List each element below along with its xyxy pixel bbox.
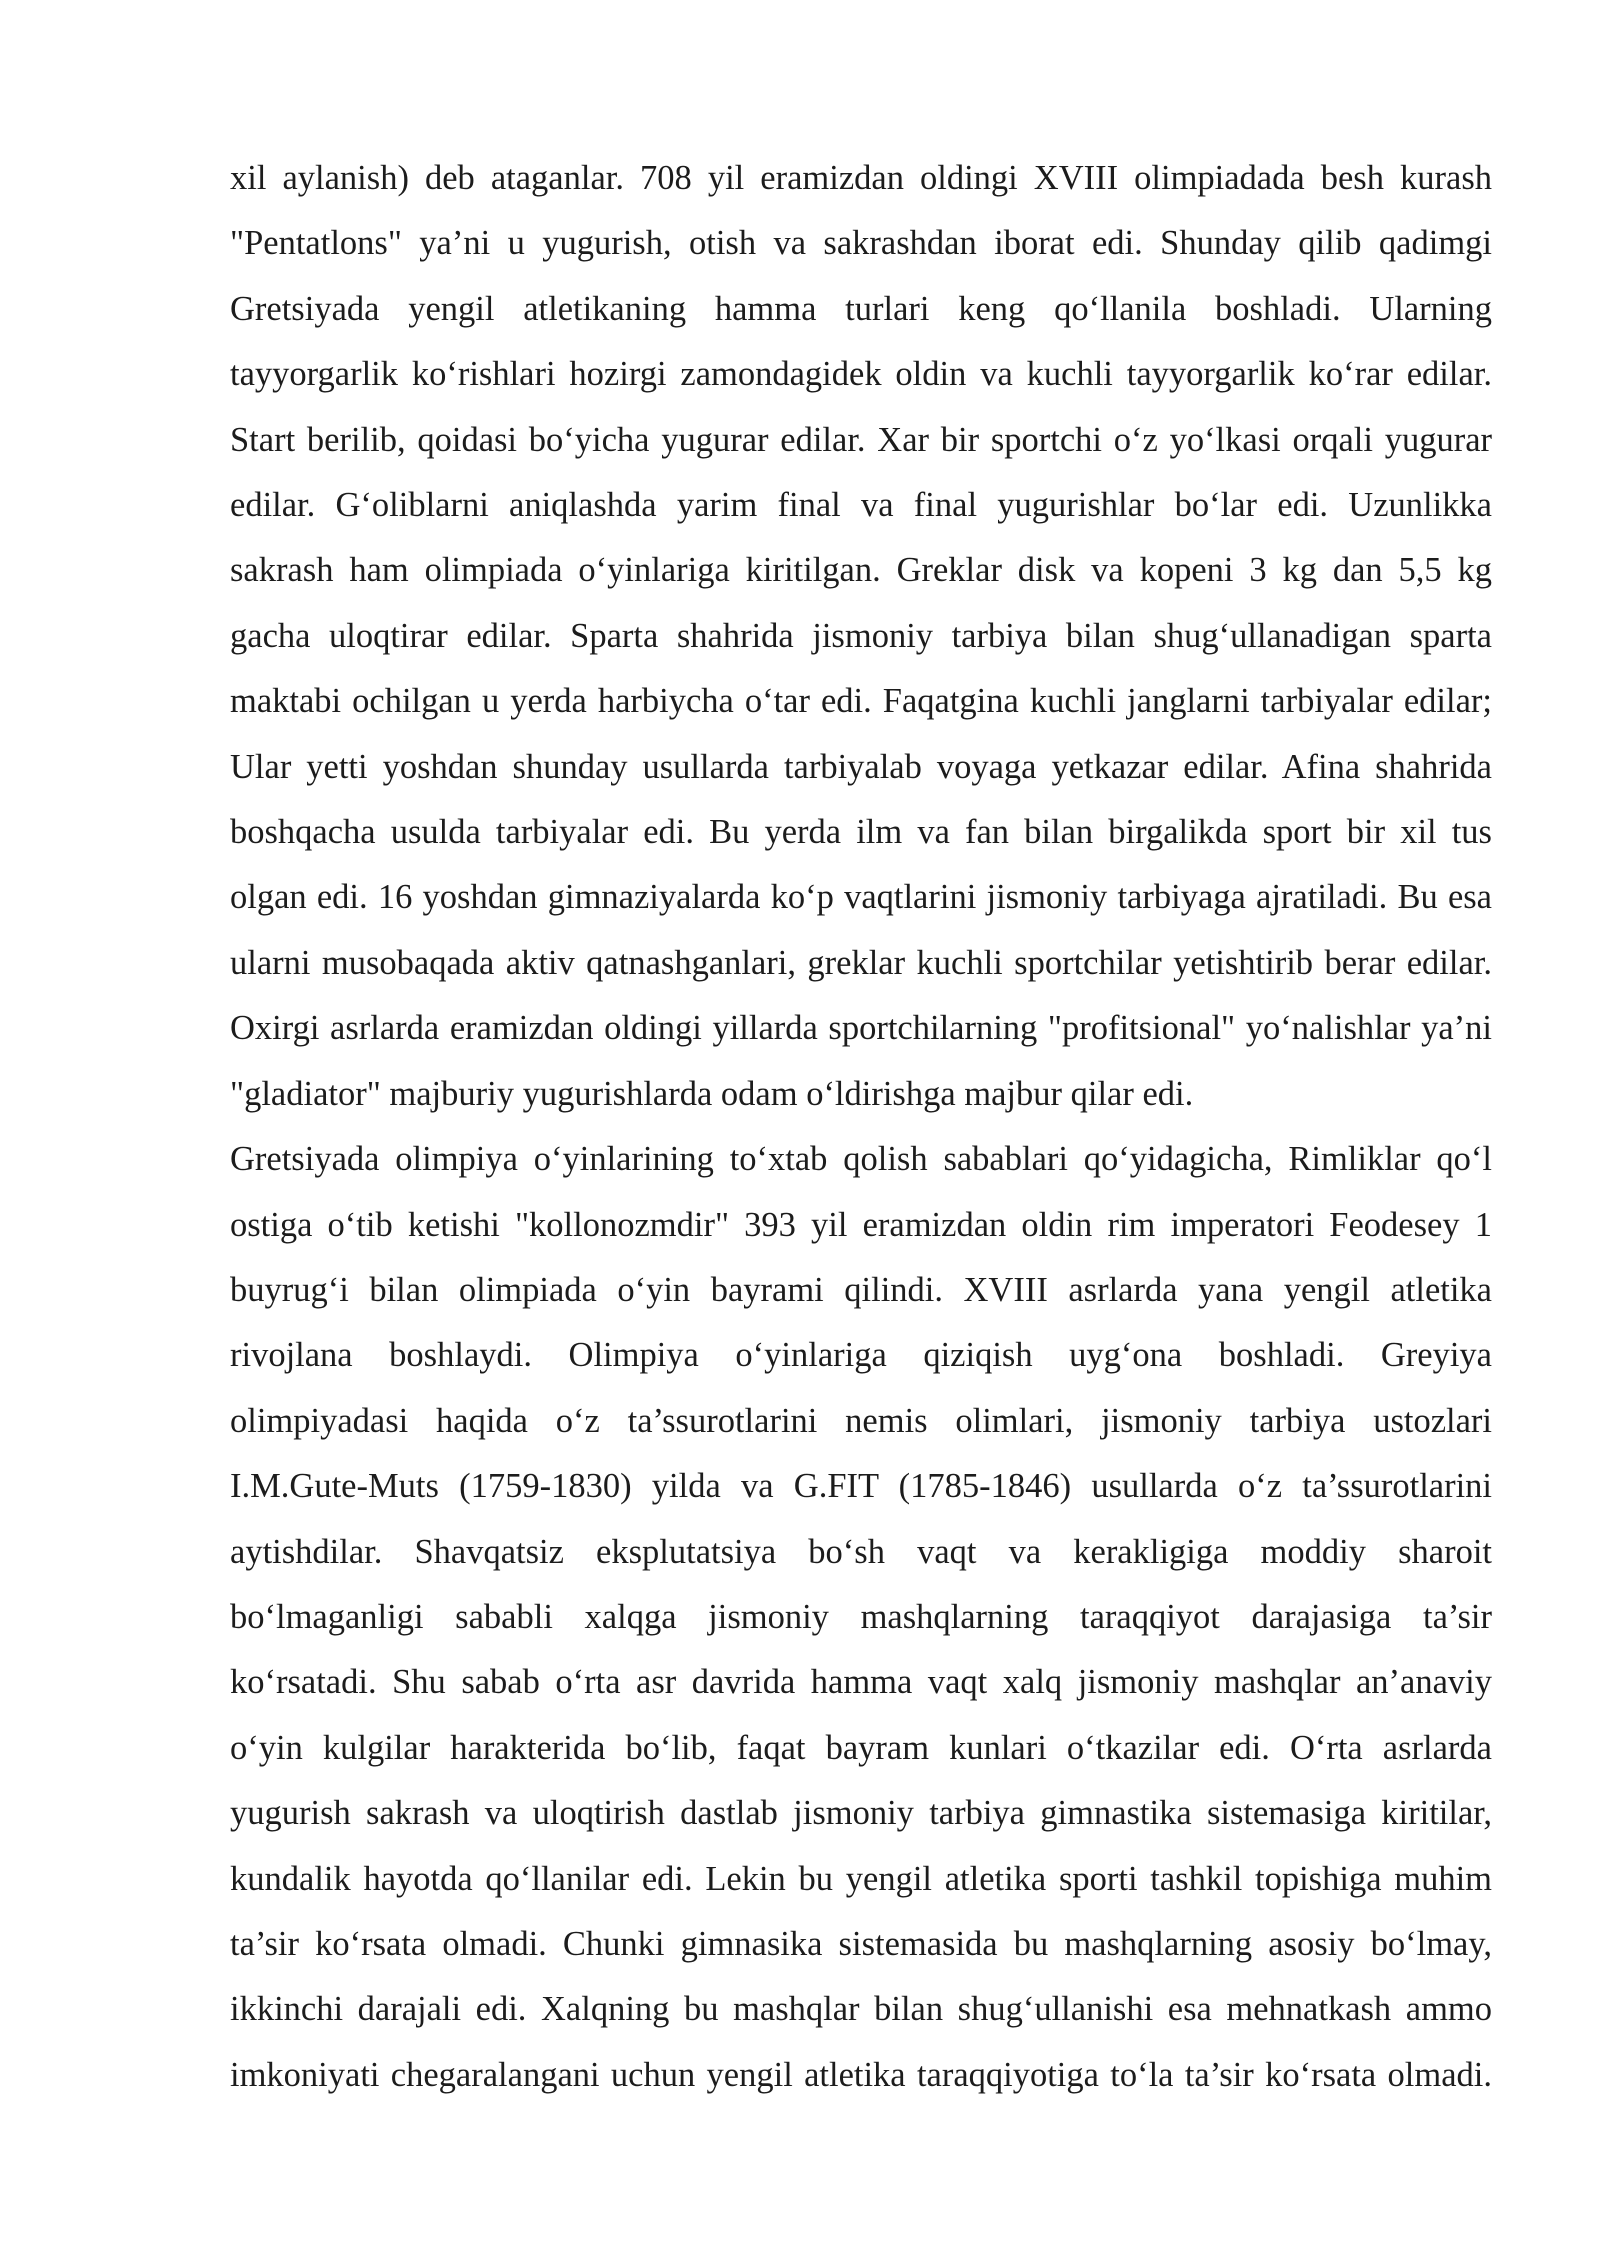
text-line: ta’sir ko‘rsata olmadi. Chunki gimnasika sistemasida bu mashqlarning asosiy bo‘lmay, bbox=[230, 1924, 1492, 1963]
text-line: imkoniyati chegaralangani uchun yengil atletika taraqqiyotiga to‘la ta’sir ko‘rsata olmadi. bbox=[230, 2055, 1492, 2094]
text-line: rivojlana boshlaydi. Olimpiya o‘yinlariga qiziqish uyg‘ona boshladi. Greyiya bbox=[230, 1336, 1492, 1375]
text-line: sakrash ham olimpiada o‘yinlariga kiritilgan. Greklar disk va kopeni 3 kg dan 5,5 kg bbox=[230, 551, 1492, 590]
text-line: olgan edi. 16 yoshdan gimnaziyalarda ko‘p vaqtlarini jismoniy tarbiyaga ajratiladi. Bu esa bbox=[230, 878, 1492, 917]
document-page bbox=[230, 146, 1492, 2108]
text-line: maktabi ochilgan u yerda harbiycha o‘tar edi. Faqatgina kuchli janglarni tarbiyalar edilar; bbox=[230, 682, 1492, 721]
text-line: yugurish sakrash va uloqtirish dastlab jismoniy tarbiya gimnastika sistemasiga kiritilar, bbox=[230, 1794, 1492, 1833]
text-line: gacha uloqtirar edilar. Sparta shahrida jismoniy tarbiya bilan shug‘ullanadigan sparta bbox=[230, 616, 1492, 655]
text-line: I.M.Gute-Muts (1759-1830) yilda va G.FIT (1785-1846) usullarda o‘z ta’ssurotlarini bbox=[230, 1467, 1492, 1506]
paragraph-1 bbox=[230, 146, 1492, 1127]
text-line: ko‘rsatadi. Shu sabab o‘rta asr davrida hamma vaqt xalq jismoniy mashqlar an’anaviy bbox=[230, 1663, 1492, 1702]
text-line: buyrug‘i bilan olimpiada o‘yin bayrami qilindi. XVIII asrlarda yana yengil atletika bbox=[230, 1270, 1492, 1309]
text-line: Oxirgi asrlarda eramizdan oldingi yillarda sportchilarning "profitsional" yo‘nalishlar ya’ni bbox=[230, 1009, 1492, 1048]
text-line: Gretsiyada olimpiya o‘yinlarining to‘xtab qolish sabablari qo‘yidagicha, Rimliklar qo‘l bbox=[230, 1140, 1492, 1179]
text-line: "Pentatlons" ya’ni u yugurish, otish va sakrashdan iborat edi. Shunday qilib qadimgi bbox=[230, 224, 1492, 263]
text-line: tayyorgarlik ko‘rishlari hozirgi zamondagidek oldin va kuchli tayyorgarlik ko‘rar edilar. bbox=[230, 355, 1492, 394]
text-line: olimpiyadasi haqida o‘z ta’ssurotlarini nemis olimlari, jismoniy tarbiya ustozlari bbox=[230, 1401, 1492, 1440]
paragraph-2 bbox=[230, 1127, 1492, 2108]
text-line: boshqacha usulda tarbiyalar edi. Bu yerda ilm va fan bilan birgalikda sport bir xil tus bbox=[230, 813, 1492, 852]
text-line: ularni musobaqada aktiv qatnashganlari, greklar kuchli sportchilar yetishtirib berar edilar. bbox=[230, 943, 1492, 982]
text-line: edilar. G‘oliblarni aniqlashda yarim final va final yugurishlar bo‘lar edi. Uzunlikka bbox=[230, 486, 1492, 525]
text-line: Start berilib, qoidasi bo‘yicha yugurar edilar. Xar bir sportchi o‘z yo‘lkasi orqali yugurar bbox=[230, 420, 1492, 459]
text-line: Ular yetti yoshdan shunday usullarda tarbiyalab voyaga yetkazar edilar. Afina shahrida bbox=[230, 747, 1492, 786]
text-line: aytishdilar. Shavqatsiz eksplutatsiya bo‘sh vaqt va kerakligiga moddiy sharoit bbox=[230, 1532, 1492, 1571]
text-line: bo‘lmaganligi sababli xalqga jismoniy mashqlarning taraqqiyot darajasiga ta’sir bbox=[230, 1597, 1492, 1636]
text-line: o‘yin kulgilar harakterida bo‘lib, faqat bayram kunlari o‘tkazilar edi. O‘rta asrlarda bbox=[230, 1728, 1492, 1767]
text-line: kundalik hayotda qo‘llanilar edi. Lekin bu yengil atletika sporti tashkil topishiga muhim bbox=[230, 1859, 1492, 1898]
text-line: "gladiator" majburiy yugurishlarda odam o‘ldirishga majbur qilar edi. bbox=[230, 1074, 1194, 1113]
text-line: Gretsiyada yengil atletikaning hamma turlari keng qo‘llanila boshladi. Ularning bbox=[230, 289, 1492, 328]
text-line: ikkinchi darajali edi. Xalqning bu mashqlar bilan shug‘ullanishi esa mehnatkash ammo bbox=[230, 1990, 1492, 2029]
text-line: xil aylanish) deb ataganlar. 708 yil eramizdan oldingi XVIII olimpiadada besh kurash bbox=[230, 159, 1492, 197]
text-line: ostiga o‘tib ketishi "kollonozmdir" 393 yil eramizdan oldin rim imperatori Feodesey 1 bbox=[230, 1205, 1492, 1244]
